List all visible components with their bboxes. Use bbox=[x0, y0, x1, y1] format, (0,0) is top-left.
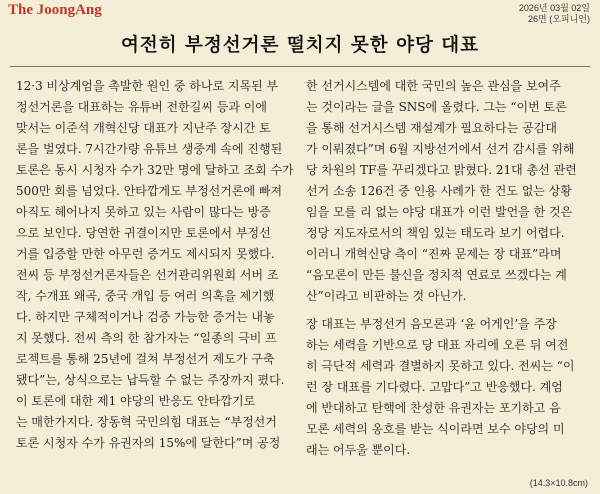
article-line: 됐다”는, 상식으로는 납득할 수 없는 주장까지 폈다. bbox=[16, 373, 285, 387]
article-line: 는 매한가지다. 장동혁 국민의힘 대표는 “부정선거 bbox=[16, 415, 277, 429]
article-line: 론을 벌였다. 7시간가량 유튜브 생중계 속에 진행된 bbox=[16, 142, 283, 156]
article-line: 산”이라고 비판하는 것 아닌가. bbox=[306, 289, 467, 303]
article-column-right bbox=[306, 76, 585, 468]
article-line: 히 극단적 세력과 결별하지 못하고 있다. 전씨는 “이 bbox=[306, 359, 575, 373]
article-line: 정선거론을 대표하는 유튜버 전한길씨 등과 이에 bbox=[16, 100, 267, 114]
article-line: 토론 시청자 수가 유권자의 15%에 달한다”며 공정 bbox=[16, 436, 281, 450]
issue-meta bbox=[519, 3, 590, 25]
masthead bbox=[0, 0, 600, 30]
article-line: 다. 하지만 구체적이거나 검증 가능한 증거는 내놓 bbox=[16, 310, 275, 324]
article-line: 정당 지도자로서의 책임 있는 태도라 보기 어렵다. bbox=[306, 226, 565, 240]
article-headline: 여전히 부정선거론 떨치지 못한 야당 대표 bbox=[120, 35, 479, 56]
article-paragraph bbox=[16, 76, 294, 454]
article-line: 에 반대하고 탄핵에 찬성한 유권자는 포기하고 음 bbox=[306, 401, 561, 415]
article-line: 작, 수개표 왜곡, 중국 개입 등 여러 의혹을 제기했 bbox=[16, 289, 275, 303]
article-line: 로젝트를 통해 25년에 걸쳐 부정선거 제도가 구축 bbox=[16, 352, 275, 366]
headline-divider bbox=[10, 66, 590, 67]
article-column-left bbox=[16, 76, 294, 454]
article-line: 런 장 대표를 기다렸다. 고맙다”고 반응했다. 계엄 bbox=[306, 380, 563, 394]
issue-date: 2026년 03월 02일 bbox=[518, 3, 590, 13]
article-line: 임을 모를 리 없는 야당 대표가 이런 발언을 한 것은 bbox=[306, 205, 573, 219]
article-line: 지 못했다. 전씨 측의 한 참가자는 “일종의 극비 프 bbox=[16, 331, 277, 345]
newspaper-logo: The JoongAng bbox=[8, 2, 102, 18]
article-line: 가 이뤄졌다”며 6월 지방선거에서 선거 감시를 위해 bbox=[306, 142, 575, 156]
article-line: 맞서는 이준석 개혁신당 대표가 지난주 장시간 토 bbox=[16, 121, 271, 135]
article-line: 으로 보인다. 당연한 귀결이지만 토론에서 부정선 bbox=[16, 226, 271, 240]
article-line: 토론은 동시 시청자 수가 32만 명에 달하고 조회 수가 bbox=[16, 163, 294, 177]
article-line: 장 대표는 부정선거 음모론과 ‘윤 어게인’을 주장 bbox=[306, 317, 557, 331]
article-paragraph bbox=[306, 76, 585, 307]
article-line: 당 차원의 TF를 꾸리겠다고 밝혔다. 21대 총선 관련 bbox=[306, 163, 577, 177]
article-line: 이 토론에 대한 제1 야당의 반응도 안타깝기로 bbox=[16, 394, 256, 408]
article-line: 모론 세력의 옹호를 받는 식이라면 보수 야당의 미 bbox=[306, 422, 565, 436]
article-line: 래는 어두울 뿐이다. bbox=[306, 443, 411, 457]
article-line: 500만 회를 넘었다. 안타깝게도 부정선거론에 빠져 bbox=[16, 184, 283, 198]
article-line: 는 것이라는 글을 SNS에 올렸다. 그는 “이번 토론 bbox=[306, 100, 567, 114]
article-line: 12·3 비상계엄을 촉발한 원인 중 하나로 지목된 부 bbox=[16, 79, 279, 93]
article-line: 하는 세력을 기반으로 당 대표 자리에 오른 뒤 여전 bbox=[306, 338, 569, 352]
article-paragraph bbox=[306, 314, 585, 461]
article-line: “음모론이 만든 불신을 정치적 연료로 쓰겠다는 계 bbox=[306, 268, 567, 282]
article-line: 선거 소송 126건 중 인용 사례가 한 건도 없는 상황 bbox=[306, 184, 572, 198]
article-line: 전씨 등 부정선거론자들은 선거관리위원회 서버 조 bbox=[16, 268, 279, 282]
clipping-size: (14.3×10.8cm) bbox=[529, 478, 588, 488]
article-line: 한 선거시스템에 대한 국민의 높은 관심을 보여주 bbox=[306, 79, 561, 93]
article-line: 을 통해 선거시스템 재설계가 필요하다는 공감대 bbox=[306, 121, 557, 135]
article-line: 거를 입증할 만한 아무런 증거도 제시되지 못했다. bbox=[16, 247, 275, 261]
article-line: 아직도 헤어나지 못하고 있는 사람이 많다는 방증 bbox=[16, 205, 271, 219]
article-line: 이러니 개혁신당 측이 “진짜 문제는 장 대표”라며 bbox=[306, 247, 562, 261]
issue-page: 26면 (오피니언) bbox=[528, 14, 590, 24]
